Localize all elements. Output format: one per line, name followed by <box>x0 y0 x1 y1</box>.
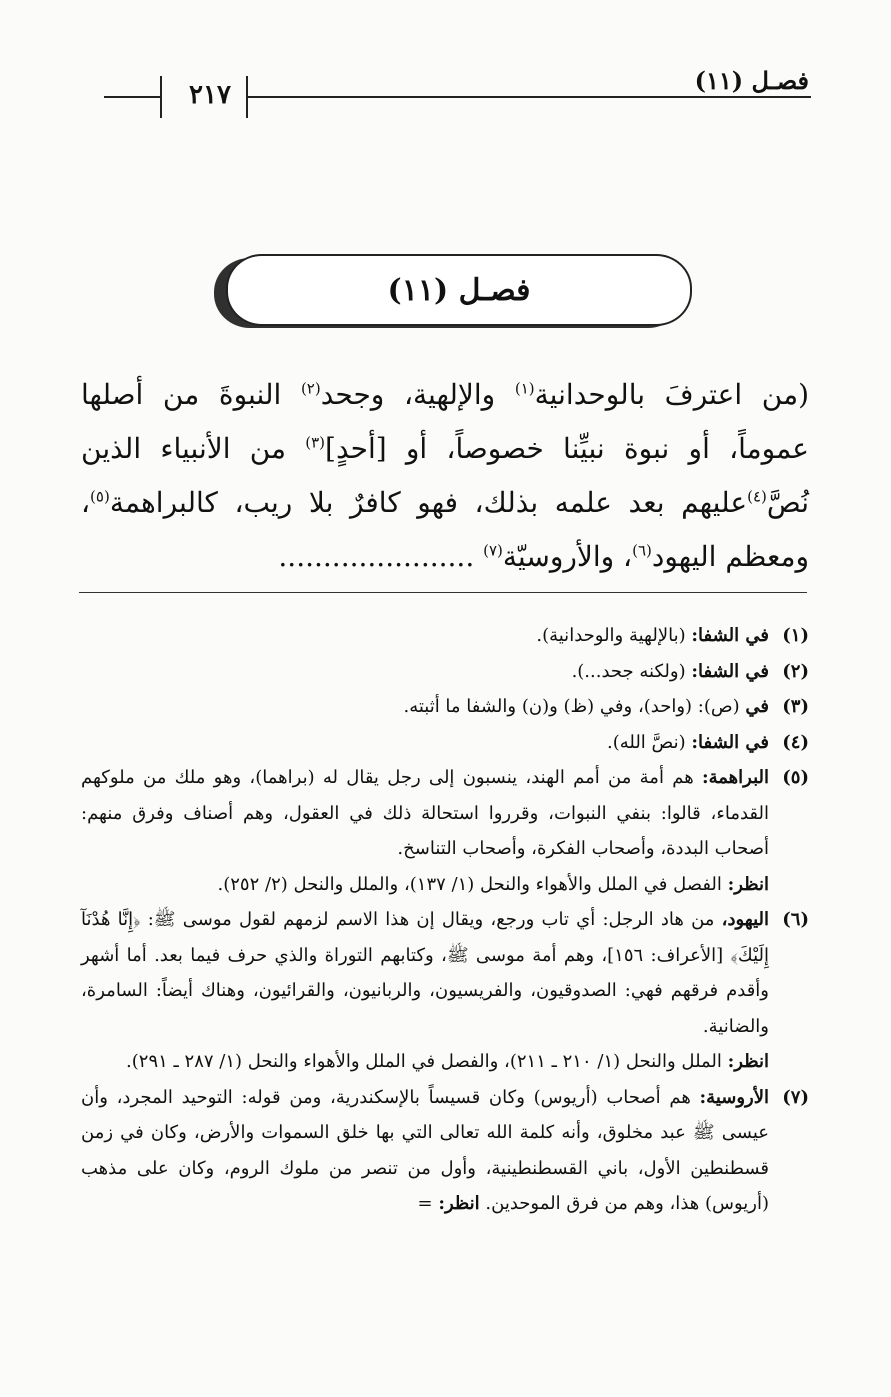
footnote-reference: الملل والنحل (١/ ٢١٠ ـ ٢١١)، والفصل في الملل والأهواء والنحل (١/ ٢٨٧ ـ ٢٩١). <box>126 1051 728 1072</box>
footnote-text <box>81 618 769 654</box>
footnote-item <box>81 618 809 654</box>
text-run: ، ومعظم اليهود <box>81 486 809 573</box>
footnote-ref-keyword: انظر: <box>438 1193 480 1214</box>
footnote-body: هم أصحاب (أريوس) وكان قسيساً بالإسكندرية، ومن قوله: التوحيد المجرد، وأن عيسى ﷺ عبد مخلوق، وأنه كلمة الله تعالى التي بها خلق السموات والأرض، وكان في زمن قسطنطين الأول، باني القسطنطينية، وأول من تنصر من ملوك الروم، وكان على مذهب (أريوس) هذا، وهم من فرق الموحدين. <box>81 1086 769 1214</box>
page-number: ٢١٧ <box>189 80 231 110</box>
footnote-number: (٢) <box>782 660 809 682</box>
footnote-text <box>81 654 769 690</box>
footnote-keyword: البراهمة: <box>701 767 769 788</box>
footnote-marker[interactable]: (١) <box>514 379 535 398</box>
footnote-number: (٥) <box>782 767 809 788</box>
footnote-item <box>81 725 809 761</box>
footnote-marker[interactable]: (٤) <box>747 487 767 506</box>
main-text <box>81 368 809 584</box>
footnote-keyword: في <box>745 696 769 717</box>
header-rule-left <box>104 96 162 98</box>
header-divider <box>160 76 162 118</box>
header-rule-right <box>246 96 811 98</box>
footnote-body: (ص): (واحد)، وفي (ظ) و(ن) والشفا ما أثبته. <box>403 696 746 717</box>
text-run: ، والأروسيّة <box>502 540 633 573</box>
text-run <box>474 540 483 573</box>
footnote-body: (بالإلهية والوحدانية). <box>536 625 692 646</box>
footnote-marker[interactable]: (٧) <box>483 541 503 560</box>
footnote-reference: الفصل في الملل والأهواء والنحل (١/ ١٣٧)، والملل والنحل (٢/ ٢٥٢). <box>217 873 728 895</box>
text-run: والإلهية، وجحد <box>320 378 515 411</box>
footnote-keyword: اليهود، <box>721 909 769 930</box>
footnote-number: (١) <box>782 625 809 646</box>
footnote-ref-keyword: انظر: <box>727 1051 769 1072</box>
footnote-number: (٧) <box>782 1086 809 1108</box>
footnote-marker[interactable]: (٥) <box>90 487 110 506</box>
footnote-text <box>81 760 769 902</box>
footnote-ref-keyword: انظر: <box>727 873 769 895</box>
footnote-keyword: الأروسية: <box>699 1086 769 1108</box>
footnotes <box>81 618 809 1222</box>
footnote-reference: = <box>417 1193 439 1214</box>
footnote-text <box>81 689 769 725</box>
footnote-marker[interactable]: (٦) <box>632 541 652 560</box>
footnote-item <box>81 902 809 1080</box>
running-header-title: فصـل (١١) <box>694 66 809 95</box>
text-run: (من اعترفَ بالوحدانية <box>534 378 810 411</box>
main-paragraph <box>81 368 809 584</box>
footnote-number: (٤) <box>782 731 809 753</box>
footnote-marker[interactable]: (٣) <box>305 433 326 452</box>
footnote-body: من هاد الرجل: أي تاب ورجع، ويقال إن هذا الاسم لزمهم لقول موسى ﷺ: ﴿إِنَّا هُدْنَآ إِلَيْكَ﴾ [الأعراف: ١٥٦]، وهم أمة موسى ﷺ، وكتابهم التوراة والذي حرف فيما بعد. أما أشهر وأقدم فرقهم فهي: الصدوقيون، والفريسيون، والربانيون، والقرائيون، وهناك أيضاً: السامرة، والضانية. <box>81 909 769 1037</box>
footnote-item <box>81 1080 809 1222</box>
footnote-keyword: في الشفا: <box>691 660 769 682</box>
footnote-separator <box>79 592 807 593</box>
footnote-keyword: في الشفا: <box>691 625 769 646</box>
text-run: النبوةَ من أصلها عموماً، أو نبوة نبيِّنا خصوصاً، أو [أحدٍ] <box>81 378 809 465</box>
text-run: عليهم بعد علمه بذلك، فهو كافرٌ بلا ريب، كالبراهمة <box>109 486 748 519</box>
footnote-text <box>81 902 769 1080</box>
footnote-item <box>81 654 809 690</box>
chapter-title: فصـل (١١) <box>387 272 531 308</box>
ellipsis-dots: ...................... <box>278 540 475 573</box>
chapter-banner <box>226 254 692 326</box>
footnote-text <box>81 725 769 761</box>
footnote-number: (٣) <box>782 696 809 717</box>
footnote-body: هم أمة من أمم الهند، ينسبون إلى رجل يقال له (براهما)، وهو ملك من ملوكهم القدماء، قالوا: بنفي النبوات، وقرروا استحالة ذلك في العقول، وهم أصناف وفرق منهم: أصحاب البددة، وأصحاب الفكرة، وأصحاب التناسخ. <box>81 767 769 859</box>
footnote-text <box>81 1080 769 1222</box>
header-divider <box>246 76 248 118</box>
text-run: من الأنبياء الذين نُصَّ <box>81 432 809 519</box>
footnote-item <box>81 689 809 725</box>
footnote-number: (٦) <box>782 909 809 930</box>
footnote-body: (نصَّ الله). <box>606 731 692 753</box>
footnote-marker[interactable]: (٢) <box>300 379 321 398</box>
footnote-item <box>81 760 809 902</box>
footnote-body: (ولكنه جحد...). <box>571 660 692 682</box>
footnote-keyword: في الشفا: <box>691 731 769 753</box>
